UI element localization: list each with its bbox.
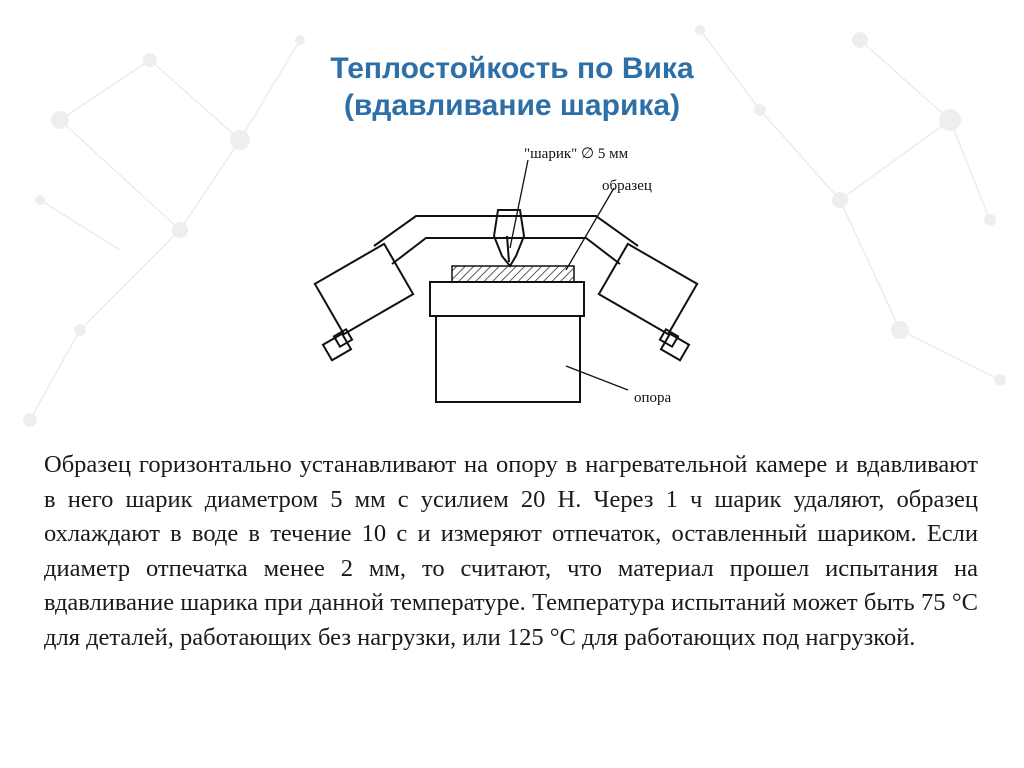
right-weight <box>599 244 697 360</box>
description-paragraph: Образец горизонтально устанавливают на опору в нагревательной камере и вдавливают в него шарик диаметром 5 мм с усилием 20 Н. Через 1 ч шарик удаляют, образец охлаждают в воде в течение 10 с и измеряют отпечаток, оставленный шариком. Если диаметр отпечатка менее 2 мм, то считают, что материал прошел испытания на вдавливание шарика при данной температуре. Температура испытаний может быть 75 °С для деталей, работающих без нагрузки, или 125 °С для работающих под нагрузкой. <box>44 451 978 651</box>
support-plate <box>430 282 584 316</box>
sample <box>452 266 574 282</box>
leader-sample <box>566 188 614 270</box>
support-block <box>436 316 580 402</box>
slide-title <box>0 50 1024 124</box>
leader-support <box>566 366 628 390</box>
label-sample: образец <box>602 178 652 194</box>
label-support: опора <box>634 390 672 406</box>
left-weight <box>315 244 413 360</box>
title-line-1: Теплостойкость по Вика <box>330 52 694 85</box>
vicat-apparatus-diagram <box>296 138 716 420</box>
label-ball: "шарик" ∅ 5 мм <box>524 146 629 162</box>
title-line-2: (вдавливание шарика) <box>343 89 681 122</box>
leader-ball <box>510 160 528 248</box>
frame-outer <box>374 216 638 246</box>
